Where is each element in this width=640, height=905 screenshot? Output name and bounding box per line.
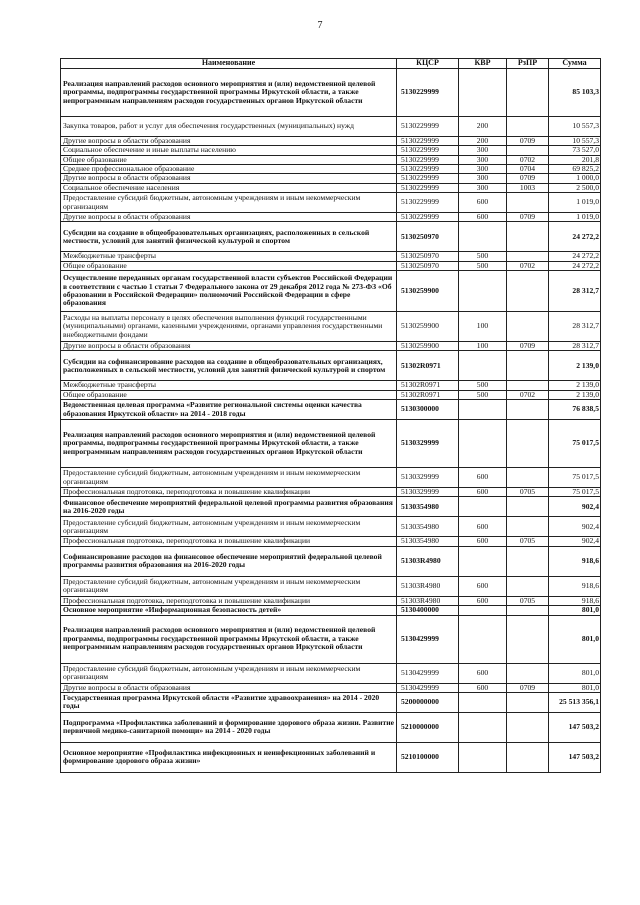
cell-sum: 75 017,5 (549, 488, 601, 497)
cell-kcsr: 5130259900 (397, 312, 459, 342)
cell-kvr (459, 615, 507, 663)
table-row (61, 683, 601, 692)
cell-name: Софинансирование расходов на финансовое обеспечение мероприятий федеральной целевой программы развития образования на 2016-2020 годы (61, 546, 397, 576)
table-row (61, 400, 601, 420)
cell-sum: 1 000,0 (549, 174, 601, 183)
cell-kcsr: 5130229999 (397, 117, 459, 137)
cell-kvr: 300 (459, 183, 507, 192)
cell-sum: 918,6 (549, 576, 601, 596)
cell-kvr: 600 (459, 683, 507, 692)
cell-kvr: 600 (459, 488, 507, 497)
cell-kvr: 300 (459, 165, 507, 174)
cell-rzpr: 0704 (507, 165, 549, 174)
table-row (61, 692, 601, 712)
cell-rzpr (507, 468, 549, 488)
cell-kcsr: 5130329999 (397, 488, 459, 497)
cell-kcsr: 5130429999 (397, 615, 459, 663)
table-row (61, 712, 601, 742)
cell-rzpr (507, 351, 549, 381)
cell-name: Среднее профессиональное образование (61, 165, 397, 174)
cell-rzpr: 0709 (507, 683, 549, 692)
cell-kvr (459, 400, 507, 420)
cell-rzpr (507, 663, 549, 683)
cell-name: Финансовое обеспечение мероприятий федеральной целевой программы развития образования на 2016-2020 годы (61, 497, 397, 517)
table-header-row (61, 59, 601, 69)
cell-kvr (459, 692, 507, 712)
table-row (61, 546, 601, 576)
cell-sum: 801,0 (549, 663, 601, 683)
cell-rzpr (507, 146, 549, 155)
table-row (61, 213, 601, 222)
table-body (61, 69, 601, 773)
cell-sum: 801,0 (549, 683, 601, 692)
cell-kvr: 600 (459, 517, 507, 537)
cell-kcsr: 51302R0971 (397, 351, 459, 381)
cell-sum: 24 272,2 (549, 261, 601, 270)
cell-kvr: 300 (459, 146, 507, 155)
cell-kcsr: 51302R0971 (397, 390, 459, 399)
cell-sum: 201,8 (549, 155, 601, 164)
cell-name: Другие вопросы в области образования (61, 342, 397, 351)
table-row (61, 537, 601, 546)
cell-rzpr: 0709 (507, 174, 549, 183)
budget-table (60, 58, 601, 773)
cell-name: Предоставление субсидий бюджетным, автономным учреждениям и иным некоммерческим организациям (61, 517, 397, 537)
cell-kcsr: 5130259900 (397, 271, 459, 312)
table-row (61, 312, 601, 342)
cell-rzpr: 0705 (507, 596, 549, 605)
cell-sum: 10 557,3 (549, 137, 601, 146)
cell-kcsr: 5130300000 (397, 400, 459, 420)
cell-name: Другие вопросы в области образования (61, 137, 397, 146)
cell-kvr: 200 (459, 117, 507, 137)
cell-kvr: 300 (459, 174, 507, 183)
table-row (61, 576, 601, 596)
table-row (61, 606, 601, 615)
table-row (61, 137, 601, 146)
cell-kcsr: 5130229999 (397, 213, 459, 222)
cell-sum: 147 503,2 (549, 742, 601, 772)
cell-kvr: 600 (459, 596, 507, 605)
cell-kvr: 600 (459, 663, 507, 683)
cell-rzpr (507, 606, 549, 615)
cell-kvr (459, 69, 507, 117)
cell-sum: 2 139,0 (549, 351, 601, 381)
cell-name: Субсидии на софинансирование расходов на создание в общеобразовательных организациях, расположенных в сельской местности, условий для занятий физической культурой и спортом (61, 351, 397, 381)
cell-name: Ведомственная целевая программа «Развитие региональной системы оценки качества образования Иркутской области» на 2014 - 2018 годы (61, 400, 397, 420)
cell-name: Основное мероприятие «Информационная безопасность детей» (61, 606, 397, 615)
cell-name: Социальное обеспечение населения (61, 183, 397, 192)
cell-sum: 76 838,5 (549, 400, 601, 420)
cell-name: Профессиональная подготовка, переподготовка и повышение квалификации (61, 537, 397, 546)
table-row (61, 165, 601, 174)
cell-rzpr (507, 222, 549, 252)
cell-kcsr: 5130229999 (397, 146, 459, 155)
cell-kcsr: 5130229999 (397, 174, 459, 183)
cell-kcsr: 5130259900 (397, 342, 459, 351)
header-rzpr: РзПР (507, 59, 549, 69)
cell-name: Предоставление субсидий бюджетным, автономным учреждениям и иным некоммерческим организациям (61, 193, 397, 213)
cell-kvr: 600 (459, 468, 507, 488)
cell-sum: 24 272,2 (549, 222, 601, 252)
cell-sum: 24 272,2 (549, 252, 601, 261)
cell-kcsr: 5130229999 (397, 155, 459, 164)
cell-sum: 801,0 (549, 606, 601, 615)
cell-rzpr (507, 312, 549, 342)
cell-kvr: 100 (459, 342, 507, 351)
cell-name: Государственная программа Иркутской области «Развитие здравоохранения» на 2014 - 2020 годы (61, 692, 397, 712)
cell-sum: 28 312,7 (549, 342, 601, 351)
cell-name: Предоставление субсидий бюджетным, автономным учреждениям и иным некоммерческим организациям (61, 663, 397, 683)
cell-kvr: 500 (459, 252, 507, 261)
cell-sum: 918,6 (549, 596, 601, 605)
cell-kcsr: 5130250970 (397, 222, 459, 252)
cell-sum: 10 557,3 (549, 117, 601, 137)
cell-kcsr: 5130429999 (397, 683, 459, 692)
cell-sum: 2 500,0 (549, 183, 601, 192)
table-row (61, 183, 601, 192)
cell-kcsr: 5130354980 (397, 517, 459, 537)
cell-name: Другие вопросы в области образования (61, 683, 397, 692)
cell-kcsr: 51302R0971 (397, 381, 459, 390)
table-row (61, 497, 601, 517)
cell-kcsr: 5130229999 (397, 165, 459, 174)
cell-name: Предоставление субсидий бюджетным, автономным учреждениям и иным некоммерческим организациям (61, 468, 397, 488)
cell-kvr: 100 (459, 312, 507, 342)
cell-sum: 1 019,0 (549, 193, 601, 213)
cell-sum: 25 513 356,1 (549, 692, 601, 712)
cell-sum: 28 312,7 (549, 312, 601, 342)
cell-name: Межбюджетные трансферты (61, 381, 397, 390)
header-kvr: КВР (459, 59, 507, 69)
header-sum: Сумма (549, 59, 601, 69)
table-row (61, 420, 601, 468)
cell-kvr: 500 (459, 261, 507, 270)
cell-name: Общее образование (61, 155, 397, 164)
cell-rzpr (507, 193, 549, 213)
table-row (61, 381, 601, 390)
cell-rzpr (507, 742, 549, 772)
cell-rzpr: 0709 (507, 342, 549, 351)
cell-rzpr (507, 712, 549, 742)
table-row (61, 488, 601, 497)
cell-sum: 902,4 (549, 517, 601, 537)
cell-kvr (459, 546, 507, 576)
cell-name: Профессиональная подготовка, переподготовка и повышение квалификации (61, 596, 397, 605)
cell-kcsr: 5130329999 (397, 468, 459, 488)
cell-name: Основное мероприятие «Профилактика инфекционных и неинфекционных заболеваний и формирование здорового образа жизни» (61, 742, 397, 772)
cell-rzpr: 0702 (507, 155, 549, 164)
cell-rzpr (507, 692, 549, 712)
table-row (61, 252, 601, 261)
cell-kcsr: 51303R4980 (397, 546, 459, 576)
cell-sum: 147 503,2 (549, 712, 601, 742)
cell-kcsr: 5130229999 (397, 183, 459, 192)
cell-kvr: 500 (459, 381, 507, 390)
cell-name: Другие вопросы в области образования (61, 174, 397, 183)
table-row (61, 155, 601, 164)
table-row (61, 222, 601, 252)
cell-sum: 28 312,7 (549, 271, 601, 312)
cell-kcsr: 5210100000 (397, 742, 459, 772)
table-row (61, 271, 601, 312)
cell-sum: 75 017,5 (549, 420, 601, 468)
table-row (61, 517, 601, 537)
cell-kvr (459, 222, 507, 252)
table-row (61, 146, 601, 155)
cell-kvr: 600 (459, 537, 507, 546)
table-row (61, 390, 601, 399)
cell-kvr (459, 271, 507, 312)
cell-rzpr (507, 546, 549, 576)
cell-rzpr (507, 420, 549, 468)
table-row (61, 663, 601, 683)
cell-kcsr: 5130229999 (397, 193, 459, 213)
cell-name: Субсидии на создание в общеобразовательных организациях, расположенных в сельской местности, условий для занятий физической культурой и спортом (61, 222, 397, 252)
cell-name: Общее образование (61, 390, 397, 399)
cell-rzpr: 0705 (507, 488, 549, 497)
cell-sum: 902,4 (549, 497, 601, 517)
cell-name: Межбюджетные трансферты (61, 252, 397, 261)
cell-sum: 2 139,0 (549, 381, 601, 390)
cell-rzpr (507, 69, 549, 117)
cell-name: Предоставление субсидий бюджетным, автономным учреждениям и иным некоммерческим организациям (61, 576, 397, 596)
cell-sum: 85 103,3 (549, 69, 601, 117)
cell-name: Закупка товаров, работ и услуг для обеспечения государственных (муниципальных) нужд (61, 117, 397, 137)
cell-sum: 902,4 (549, 537, 601, 546)
cell-rzpr (507, 271, 549, 312)
cell-kcsr: 5130354980 (397, 497, 459, 517)
cell-kcsr: 5130250970 (397, 252, 459, 261)
cell-sum: 75 017,5 (549, 468, 601, 488)
cell-kcsr: 5130250970 (397, 261, 459, 270)
cell-rzpr (507, 615, 549, 663)
cell-name: Подпрограмма «Профилактика заболеваний и формирование здорового образа жизни. Развитие первичной медико-санитарной помощи» на 2014 - 2020 годы (61, 712, 397, 742)
cell-rzpr: 0709 (507, 213, 549, 222)
cell-sum: 801,0 (549, 615, 601, 663)
cell-rzpr: 0702 (507, 390, 549, 399)
cell-sum: 73 527,0 (549, 146, 601, 155)
header-name: Наименование (61, 59, 397, 69)
cell-sum: 918,6 (549, 546, 601, 576)
cell-kcsr: 5130354980 (397, 537, 459, 546)
table-row (61, 742, 601, 772)
cell-kcsr: 5130400000 (397, 606, 459, 615)
table-row (61, 69, 601, 117)
table-row (61, 351, 601, 381)
cell-sum: 2 139,0 (549, 390, 601, 399)
cell-name: Другие вопросы в области образования (61, 213, 397, 222)
table-row (61, 261, 601, 270)
cell-rzpr: 0705 (507, 537, 549, 546)
cell-kvr (459, 742, 507, 772)
cell-kcsr: 51303R4980 (397, 576, 459, 596)
cell-rzpr: 0709 (507, 137, 549, 146)
table-row (61, 342, 601, 351)
page-number: 7 (317, 20, 323, 31)
cell-kvr (459, 351, 507, 381)
table-row (61, 174, 601, 183)
cell-kcsr: 5130429999 (397, 663, 459, 683)
cell-rzpr (507, 517, 549, 537)
cell-kcsr: 51303R4980 (397, 596, 459, 605)
cell-rzpr (507, 400, 549, 420)
table-row (61, 615, 601, 663)
cell-sum: 1 019,0 (549, 213, 601, 222)
cell-kvr (459, 497, 507, 517)
cell-kvr (459, 420, 507, 468)
cell-kvr: 500 (459, 390, 507, 399)
cell-name: Реализация направлений расходов основного мероприятия и (или) ведомственной целевой программы, подпрограммы государственной программы Иркутской области, а также непрограммным направлениям расходов государственных органов Иркутской области (61, 615, 397, 663)
cell-rzpr (507, 576, 549, 596)
cell-kvr: 200 (459, 137, 507, 146)
cell-kcsr: 5210000000 (397, 712, 459, 742)
cell-name: Социальное обеспечение и иные выплаты населению (61, 146, 397, 155)
table-row (61, 596, 601, 605)
cell-kvr: 600 (459, 213, 507, 222)
cell-rzpr: 1003 (507, 183, 549, 192)
table-row (61, 117, 601, 137)
cell-kcsr: 5130329999 (397, 420, 459, 468)
cell-kcsr: 5130229999 (397, 137, 459, 146)
cell-kvr (459, 606, 507, 615)
cell-name: Профессиональная подготовка, переподготовка и повышение квалификации (61, 488, 397, 497)
cell-name: Осуществление переданных органам государственной власти субъектов Российской Федерации в соответствии с частью 1 статьи 7 Федерального закона от 29 декабря 2012 года № 273-ФЗ «Об образовании в Российской Федерации» полномочий Российской Федерации в сфере образования (61, 271, 397, 312)
cell-kcsr: 5130229999 (397, 69, 459, 117)
cell-rzpr (507, 117, 549, 137)
cell-kvr: 600 (459, 193, 507, 213)
cell-name: Реализация направлений расходов основного мероприятия и (или) ведомственной целевой программы, подпрограммы государственной программы Иркутской области, а также непрограммным направлениям расходов государственных органов Иркутской области (61, 69, 397, 117)
cell-kcsr: 5200000000 (397, 692, 459, 712)
cell-kvr (459, 712, 507, 742)
cell-sum: 69 825,2 (549, 165, 601, 174)
header-kcsr: КЦСР (397, 59, 459, 69)
cell-kvr: 600 (459, 576, 507, 596)
cell-rzpr (507, 381, 549, 390)
cell-rzpr: 0702 (507, 261, 549, 270)
cell-name: Общее образование (61, 261, 397, 270)
cell-name: Реализация направлений расходов основного мероприятия и (или) ведомственной целевой программы, подпрограммы государственной программы Иркутской области, а также непрограммным направлениям расходов государственных органов Иркутской области (61, 420, 397, 468)
table-row (61, 468, 601, 488)
cell-rzpr (507, 497, 549, 517)
cell-rzpr (507, 252, 549, 261)
table-row (61, 193, 601, 213)
cell-kvr: 300 (459, 155, 507, 164)
cell-name: Расходы на выплаты персоналу в целях обеспечения выполнения функций государственными (муниципальными) органами, казенными учреждениями, органами управления государственными внебюджетными фондами (61, 312, 397, 342)
